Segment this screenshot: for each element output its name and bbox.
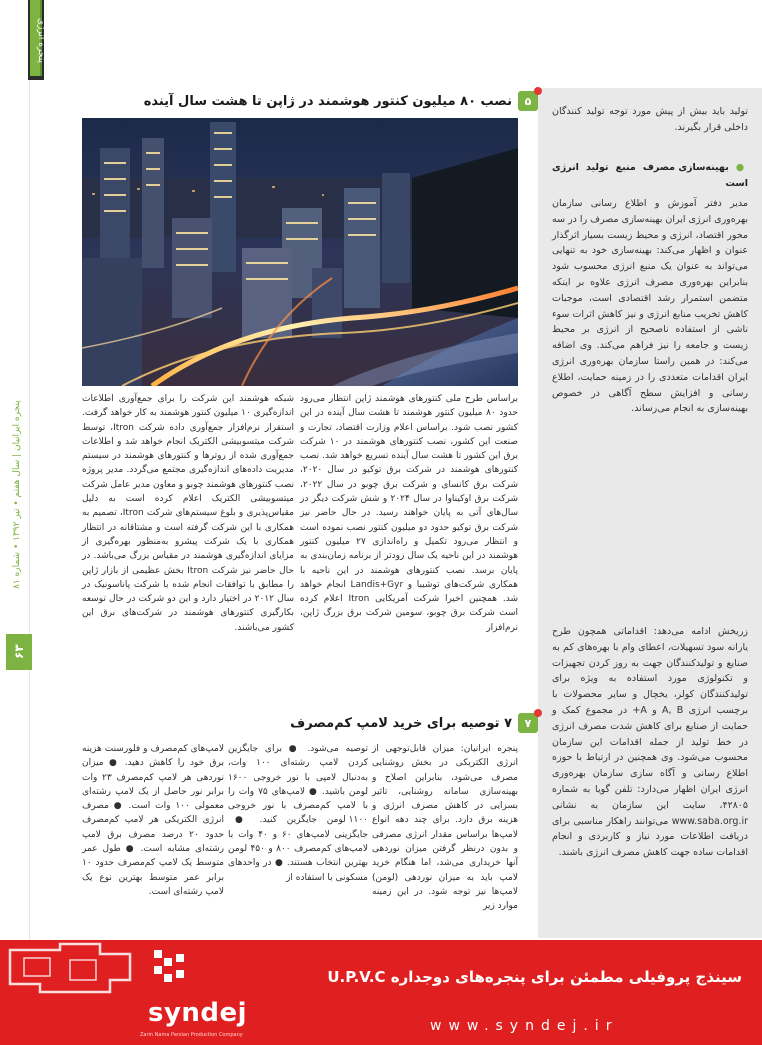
article-1-title: نصب ۸۰ میلیون کنتور هوشمند در ژاپن تا هشت سال آینده bbox=[143, 93, 512, 109]
city-skyline-image bbox=[82, 118, 518, 386]
article-1-column-2: شبکه هوشمند این شرکت را برای جمع‌آوری اطلاعات اندازه‌گیری ۱۰ میلیون کنتور هوشمند به کار خواهد گرفت. استقرار نرم‌افزار جمع‌آوری داده شرکت Itron، توسط شرکت میتسوبیشی الکتریک انجام خواهد شد و اطلاعات جمع‌آوری شده از روترها و کنتورهای هوشمند در سیستم مدیریت داده‌های اندازه‌گیری مجتمع می‌گردد. مدیر پروژه نصب کنتورهای هوشمند چوبو و معاون مدیر عامل شرکت میتسوبیشی الکتریک اعلام کرده است به دلیل مقیاس‌پذیری و بلوغ سیستم‌های شرکت Itron، تصمیم به همکاری با این شرکت گرفته است و مشتاقانه در انتظار همکاری با یک شرکت پیشرو به‌منظور بهره‌گیری از مزایای اندازه‌گیری هوشمند در مقیاس بزرگ می‌باشد. در حال حاضر نیز شرکت Itron بخش عظیمی از بازار ژاپن را مطابق با توافقات انجام شده با شرکت پاناسونیک در سال ۲۰۱۲ در اختیار دارد و این دو شرکت در حال توسعه بکارگیری کنتورهای هوشمند در شرکت‌های برق این کشور می‌باشند. bbox=[82, 394, 294, 633]
article-2-column-1: پنجره ایرانیان: میزان قابل‌توجهی از انرژی الکتریکی در بخش روشنایی مصرف می‌شود، بنابراین اصلاح و بهینه‌سازی سامانه روشنایی، تاثیر بسزایی در کاهش مصرف انرژی و هزینه برق دارد. برای چند دهه انواع لامپ‌ها براساس مقدار انرژی مصرفی و بدون درنظر گرفتن میزان نوردهی آنها خریداری می‌شد، اما هنگام خرید لامپ باید به میزان نوردهی (لومن) لامپ‌ها نیز توجه شود. در این زمینه موارد زیر bbox=[372, 744, 518, 912]
ad-slogan: سینذج پروفیلی مطمئن برای پنجره‌های دوجداره U.P.V.C bbox=[327, 968, 742, 986]
article-2-title: ۷ توصیه برای خرید لامپ کم‌مصرف bbox=[290, 715, 512, 731]
ad-url: www.syndej.ir bbox=[430, 1018, 619, 1034]
article-1-headline bbox=[144, 90, 538, 112]
article-number-badge: ۵ bbox=[518, 91, 538, 111]
sidebar-paragraph-1: مدیر دفتر آموزش و اطلاع رسانی سازمان بهره‌وری انرژی ایران بهینه‌سازی مصرف را در سه محور اقتصاد، انرژی و محیط زیست بسیار اثرگذار عنوان و اظهار می‌کند: بهینه‌سازی خود به تنهایی می‌تواند به عنوان یک منبع انرژی محسوب شود بنابراین بهره‌وری مصرف انرژی علاوه بر اینکه متضمن استمرار رشد اقتصادی است، موجبات کاهش تخریب منابع انرژی و نیز کاهش اثرات سوء ناشی از استفاده ناصحیح از انرژی بر محیط زیست و جامعه را نیز فراهم می‌کند. وی اضافه می‌کند: در همین راستا سازمان بهره‌وری انرژی ایران اقدامات متعددی را در زمینه حمایت، اطلاع رسانی و افزایش سطح آگاهی در خصوص بهینه‌سازی به انجام می‌رساند. bbox=[552, 198, 748, 415]
sidebar-heading-text: بهینه‌سازی مصرف منبع تولید انرژی است bbox=[552, 162, 748, 189]
sidebar bbox=[538, 88, 762, 938]
window-profile-icon bbox=[0, 940, 140, 1000]
sidebar-intro: تولید باید بیش از پیش مورد توجه تولید کنندگان داخلی قرار بگیرند. bbox=[552, 106, 748, 133]
sidebar-paragraph-2: زریخش ادامه می‌دهد: اقداماتی همچون طرح یارانه سود تسهیلات، اعطای وام با بهره‌های کم به صنایع و تولیدکنندگان جهت به روز کردن تجهیزات و تکنولوژی مورد استفاده به ویژه برای تولیدکنندگان کولر، یخچال و سایر محصولات با برچسب انرژی A, B و A+ در مجموع کمک و حمایت از صنایع برای کاهش شدت مصرف انرژی در خط تولید از جمله اقدامات این سازمان محسوب می‌شود. وی همچنین در ارتباط با حوزه اطلاع رسانی و آگاه سازی سازمان بهره‌وری انرژی ایران اظهار می‌دارد: تلفن گویا به شماره ۴۲۸۰۵، سایت این سازمان به نشانی www.saba.org.ir می‌توانند راهکار مناسبی برای دریافت اطلاعات مورد نیاز و کاربردی و انجام اقدامات ساده جهت کاهش مصرف انرژی باشند. bbox=[552, 626, 748, 859]
brand-company: Zarin Nama Parsian Production Company bbox=[140, 1032, 243, 1038]
issue-info: پنجره ایرانیان | سال هفتم • تیر ۱۳۹۲ • شماره ۸۱ bbox=[12, 400, 22, 589]
sidebar-heading bbox=[552, 160, 748, 192]
article-2-column-2: توصیه می‌شود. ● برای جایگزین کردن لامپ رشته‌ای ۱۰۰ وات، به‌دنبال لامپی با نور خروجی ۱۶۰۰ لومن باشید. ● لامپ‌های ۷۵ وات را با لامپ کم‌مصرف با نور خروجی ۱۱۰۰ لومن جایگزین کنید. ● جایگزینی لامپ‌های ۶۰ و ۴۰ وات با لامپ‌های کم‌مصرف ۸۰۰ و ۴۵۰ لومن بهترین انتخاب هستند. ● در واحدهای مسکونی با استفاده از bbox=[228, 744, 368, 883]
article-1-column-1: براساس طرح ملی کنتورهای هوشمند ژاپن انتظار می‌رود حدود ۸۰ میلیون کنتور هوشمند تا هشت سال آینده در این کشور نصب شود. براساس اعلام وزارت اقتصاد، تجارت و صنعت این کشور، نصب کنتورهای هوشمند در ۱۰ شرکت برق این کشور تا هشت سال آینده تسریع خواهد شد. نصب کنتورهای هوشمند در شرکت برق توکیو در سال ۲۰۲۰، شرکت برق کانسای و شرکت برق چوبو در سال ۲۰۲۲، شرکت برق اوکیناوا در سال ۲۰۲۴ و شش شرکت دیگر در سال‌های آتی به پایان خواهند رسید. در حال حاضر نیز شرکت برق توکیو حدود دو میلیون کنتور نصب نموده است و انتظار می‌رود تکمیل و راه‌اندازی ۲۷ میلیون کنتور هوشمند در این ناحیه یک سال زودتر از برنامه زمان‌بندی به پایان برسد. نصب کنتورهای هوشمند در این ناحیه با همکاری شرکت‌های توشیبا و Landis+Gyr انجام خواهد شد. همچنین اخیرا شرکت آمریکایی Itron اعلام کرده است شرکت برق چوبو، سومین شرکت برق بزرگ ژاپن، نرم‌افزار bbox=[300, 394, 519, 633]
page-number: ۶۳ bbox=[6, 634, 32, 670]
brand-name: syndej bbox=[148, 998, 248, 1028]
section-tab-label: پنجره انرژی bbox=[36, 17, 46, 63]
bullet-icon: ● bbox=[728, 162, 748, 173]
article-2-column-3: لامپ‌های کم‌مصرف و فلورسنت هزینه برق خود را کاهش دهید. ● میزان نوردهی هر لامپ کم‌مصرف ۲۳ وات برابر نور حاصل از یک لامپ رشته‌ای معمولی ۱۰۰ وات است. ● مصرف انرژی الکتریکی هر لامپ کم‌مصرف حدود ۲۰ درصد مصرف برق لامپ رشته‌ای مشابه است. ● طول عمر متوسط یک لامپ کم‌مصرف حدود ۱۰ برابر عمر متوسط بهترین نوع یک لامپ رشته‌ای است. bbox=[82, 744, 224, 897]
tokyo-night-photo bbox=[82, 118, 518, 386]
article-number-badge: ۷ bbox=[518, 713, 538, 733]
article-2-headline bbox=[290, 712, 538, 734]
footer-advertisement bbox=[0, 940, 762, 1045]
